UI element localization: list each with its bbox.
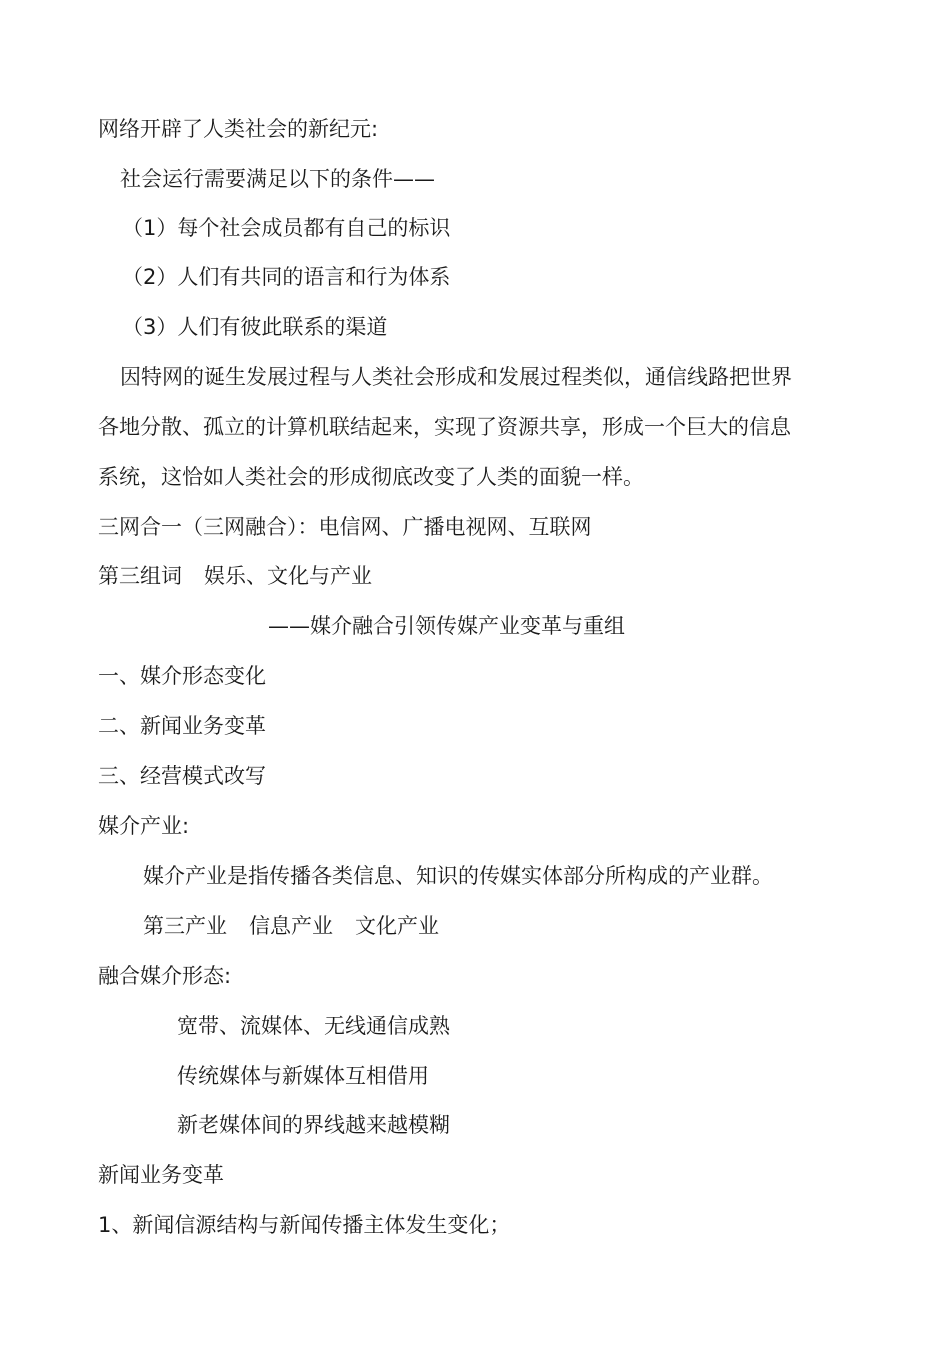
condition-item-3: （3）人们有彼此联系的渠道: [122, 315, 388, 339]
news-reform-heading: 新闻业务变革: [98, 1163, 224, 1187]
three-networks-line: 三网合一（三网融合）：电信网、广播电视网、互联网: [98, 515, 592, 539]
condition-item-1: （1）每个社会成员都有自己的标识: [122, 216, 451, 240]
outline-item-1: 一、媒介形态变化: [98, 664, 266, 688]
group3-heading: [98, 563, 372, 589]
outline-item-2: 二、新闻业务变革: [98, 714, 266, 738]
news-reform-item-1: 1、新闻信源结构与新闻传播主体发生变化；: [98, 1213, 511, 1237]
media-industry-definition: 媒介产业是指传播各类信息、知识的传媒实体部分所构成的产业群。: [143, 864, 773, 888]
converged-form-3: 新老媒体间的界线越来越模糊: [177, 1113, 450, 1137]
industry-culture: 文化产业: [355, 914, 439, 938]
industry-tertiary: 第三产业: [143, 914, 227, 938]
condition-item-2: （2）人们有共同的语言和行为体系: [122, 265, 451, 289]
internet-paragraph-line-3: 系统，这恰如人类社会的形成彻底改变了人类的面貌一样。: [98, 465, 644, 489]
industry-categories: [143, 913, 439, 939]
converged-form-1: 宽带、流媒体、无线通信成熟: [177, 1014, 450, 1038]
industry-information: 信息产业: [249, 914, 333, 938]
heading-network-era: 网络开辟了人类社会的新纪元:: [98, 117, 379, 141]
internet-paragraph-line-1: 因特网的诞生发展过程与人类社会形成和发展过程类似，通信线路把世界: [120, 365, 792, 389]
converged-form-2: 传统媒体与新媒体互相借用: [177, 1064, 429, 1088]
group3-subtitle: ——媒介融合引领传媒产业变革与重组: [268, 614, 625, 638]
internet-paragraph-line-2: 各地分散、孤立的计算机联结起来，实现了资源共享，形成一个巨大的信息: [98, 415, 791, 439]
converged-forms-heading: 融合媒介形态:: [98, 964, 232, 988]
group3-topic: 娱乐、文化与产业: [204, 564, 372, 588]
conditions-intro: 社会运行需要满足以下的条件——: [120, 167, 435, 191]
group3-label: 第三组词: [98, 564, 182, 588]
outline-item-3: 三、经营模式改写: [98, 764, 266, 788]
media-industry-heading: 媒介产业:: [98, 814, 190, 838]
